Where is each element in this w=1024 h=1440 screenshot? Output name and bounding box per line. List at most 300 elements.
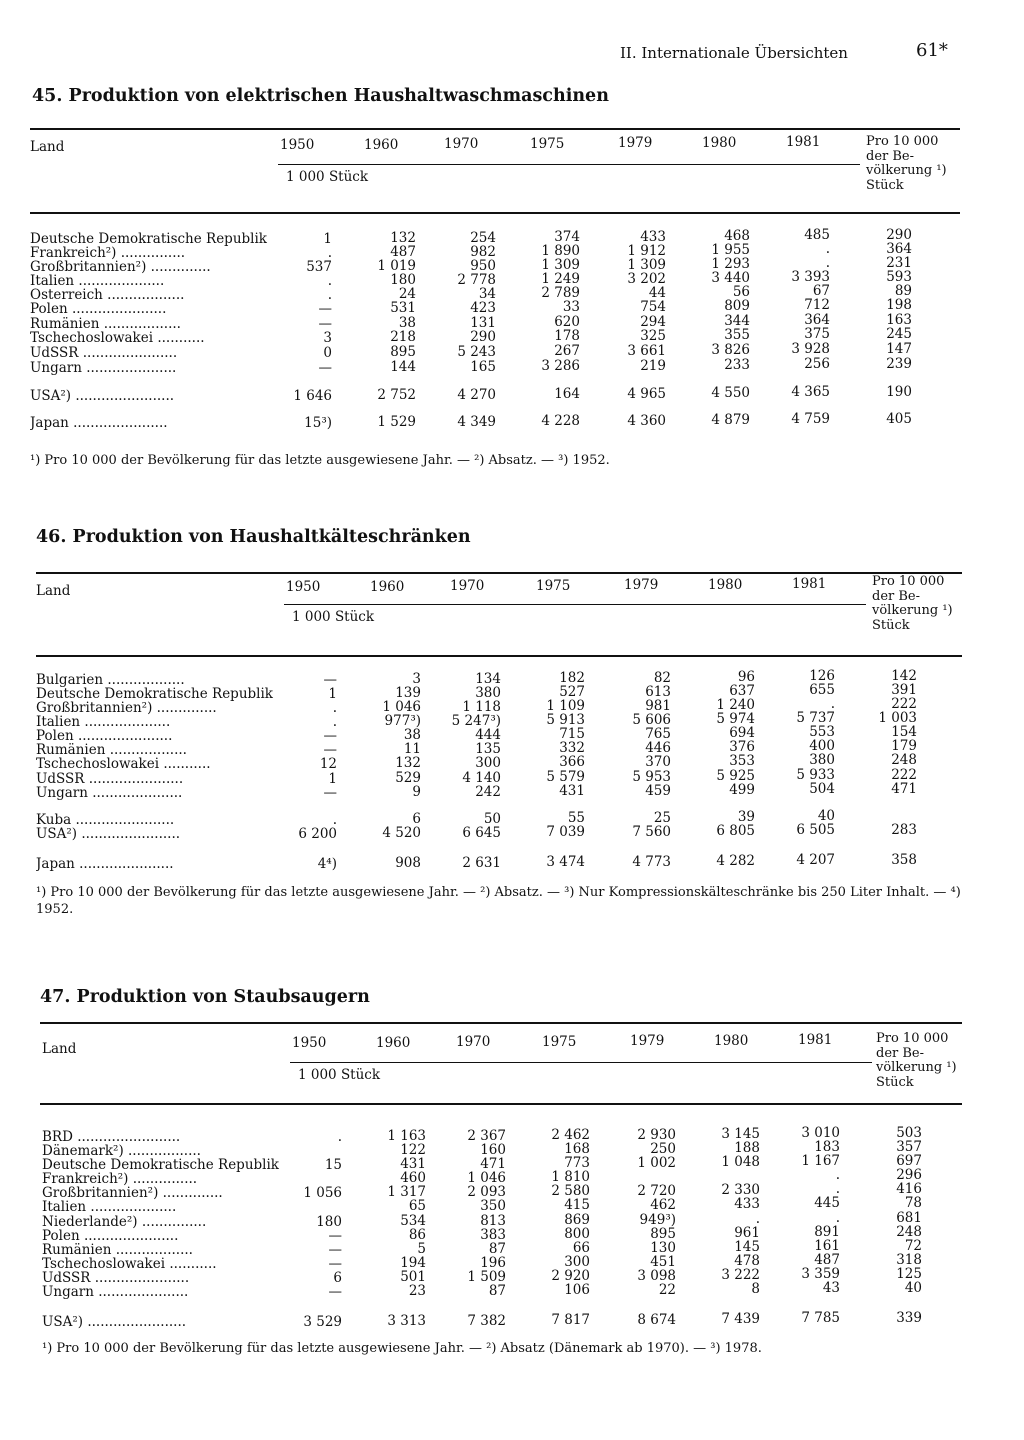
row-country-label: USA²) ....................... — [30, 389, 175, 403]
table-cell-value: 908 — [395, 855, 421, 872]
table-cell-value: 2 367 — [467, 1127, 506, 1144]
table-cell-value: 1 046 — [382, 699, 421, 716]
table-cell-value: 283 — [891, 821, 917, 838]
table-cell-value: 154 — [891, 723, 917, 740]
table-cell-value: 233 — [724, 357, 750, 373]
table-cell-value: 3 661 — [627, 342, 666, 359]
column-header-land: Land — [42, 1041, 77, 1057]
table-cell-value: 7 817 — [551, 1312, 590, 1329]
table-cell-value: . — [332, 812, 337, 828]
table-cell-value: 4 360 — [627, 412, 666, 429]
table-cell-value: 400 — [809, 738, 835, 755]
table-cell-value: . — [332, 714, 337, 730]
table-cell-value: 358 — [891, 851, 917, 868]
table-cell-value: — — [328, 1242, 342, 1258]
table-cell-value: 11 — [403, 741, 421, 758]
header-divider — [278, 164, 860, 165]
table-cell-value: 160 — [480, 1141, 506, 1158]
table-cell-value: 949³) — [639, 1211, 676, 1228]
table-cell-value: 451 — [650, 1253, 676, 1270]
table-cell-value: 339 — [896, 1309, 922, 1326]
table-cell-value: 1 — [328, 771, 337, 787]
unit-label: 1 000 Stück — [298, 1067, 381, 1083]
row-country-label: Rumänien .................. — [30, 317, 181, 331]
table-cell-value: 8 674 — [637, 1311, 676, 1328]
table-cell-value: 468 — [724, 228, 750, 244]
table-cell-value: 4 550 — [711, 385, 750, 401]
table-cell-value: 355 — [724, 327, 750, 343]
table-cell-value: 144 — [390, 359, 416, 376]
table-cell-value: 6 — [333, 1270, 342, 1286]
column-header-year: 1970 — [456, 1034, 491, 1050]
table-cell-value: 433 — [640, 228, 666, 245]
table-cell-value: 1 048 — [721, 1154, 760, 1170]
table-cell-value: 296 — [896, 1166, 922, 1183]
table-cell-value: 471 — [480, 1155, 506, 1172]
table-cell-value: 7 382 — [467, 1312, 506, 1329]
table-cell-value: 5 953 — [632, 768, 671, 785]
column-header-year: 1960 — [364, 136, 399, 153]
table-cell-value: 383 — [480, 1226, 506, 1243]
table-cell-value: 1 912 — [627, 242, 666, 259]
table-cell-value: 1 249 — [541, 271, 580, 288]
table-cell-value: . — [835, 1167, 840, 1184]
table-cell-value: 267 — [554, 343, 580, 360]
table-title: 46. Produktion von Haushaltkälteschränken — [36, 527, 471, 547]
table-cell-value: 4 773 — [632, 853, 671, 870]
row-country-label: Japan ...................... — [36, 857, 174, 871]
row-country-label: UdSSR ...................... — [42, 1271, 190, 1285]
table-cell-value: 813 — [480, 1212, 506, 1229]
table-title: 47. Produktion von Staubsaugern — [40, 987, 370, 1007]
table-cell-value: 7 039 — [546, 824, 585, 841]
table-cell-value: 982 — [470, 243, 496, 260]
row-country-label: Italien .................... — [30, 274, 165, 288]
table-cell-value: 895 — [650, 1225, 676, 1242]
table-cell-value: 33 — [562, 299, 580, 316]
table-cell-value: 2 631 — [462, 854, 501, 871]
row-country-label: Tschechoslowakei ........... — [36, 757, 211, 771]
table-cell-value: . — [332, 700, 337, 716]
table-cell-value: 370 — [645, 753, 671, 770]
per-capita-header-line: völkerung ¹) — [866, 163, 947, 178]
table-cell-value: 4 282 — [716, 853, 755, 869]
table-cell-value: 895 — [390, 344, 416, 361]
row-country-label: Ungarn ..................... — [30, 361, 177, 375]
table-cell-value: 180 — [390, 272, 416, 289]
table-cell-value: 809 — [724, 298, 750, 314]
table-cell-value: 1 118 — [462, 698, 501, 715]
table-cell-value: 1 167 — [801, 1153, 840, 1170]
table-cell-value: 416 — [896, 1180, 922, 1197]
table-cell-value: 34 — [478, 285, 496, 302]
table-cell-value: 222 — [891, 766, 917, 783]
table-cell-value: 25 — [653, 809, 671, 826]
table-cell-value: 462 — [650, 1196, 676, 1213]
table-cell-value: 15³) — [304, 415, 332, 431]
row-country-label: Rumänien .................. — [42, 1243, 193, 1257]
table-cell-value: 24 — [398, 286, 416, 303]
table-cell-value: 380 — [809, 752, 835, 769]
row-country-label: Österreich .................. — [30, 288, 185, 302]
table-cell-value: 39 — [737, 809, 755, 825]
table-cell-value: 3 — [323, 330, 332, 346]
row-country-label: Kuba ....................... — [36, 813, 175, 827]
table-cell-value: 2 920 — [551, 1268, 590, 1285]
table-cell-value: 4 140 — [462, 769, 501, 786]
column-header-year: 1980 — [702, 134, 737, 151]
table-cell-value: 376 — [729, 739, 755, 755]
table-cell-value: 145 — [734, 1239, 760, 1255]
table-cell-value: 198 — [886, 296, 912, 313]
per-capita-header-line: Stück — [872, 617, 910, 633]
table-cell-value: . — [825, 241, 830, 258]
table-cell-value: 433 — [734, 1196, 760, 1212]
table-cell-value: — — [328, 1256, 342, 1272]
page-number: 61* — [916, 40, 948, 61]
table-header-rule — [40, 1103, 962, 1105]
per-capita-header-line: der Be- — [876, 1045, 925, 1061]
table-cell-value: 637 — [729, 683, 755, 699]
table-cell-value: 254 — [470, 229, 496, 246]
table-cell-value: 182 — [559, 670, 585, 687]
table-cell-value: — — [323, 672, 337, 688]
column-header-year: 1980 — [708, 576, 743, 593]
per-capita-header-line: Pro 10 000 — [866, 134, 939, 149]
column-header-year: 1950 — [292, 1035, 327, 1051]
table-header-rule — [30, 212, 960, 214]
table-cell-value: 87 — [488, 1240, 506, 1257]
table-cell-value: — — [328, 1284, 342, 1300]
row-country-label: Frankreich²) ............... — [42, 1172, 198, 1186]
table-cell-value: 773 — [564, 1155, 590, 1172]
table-cell-value: 655 — [809, 682, 835, 699]
table-footnote: ¹) Pro 10 000 der Bevölkerung für das letzte ausgewiesene Jahr. — ²) Absatz. — ³) 1952. — [30, 453, 610, 468]
table-cell-value: 593 — [886, 268, 912, 285]
table-header-rule — [36, 655, 962, 657]
table-cell-value: 5 933 — [796, 767, 835, 784]
table-cell-value: 431 — [400, 1156, 426, 1173]
table-cell-value: 350 — [480, 1197, 506, 1214]
table-cell-value: 1 240 — [716, 697, 755, 713]
row-country-label: Italien .................... — [36, 715, 171, 729]
column-header-year: 1981 — [786, 134, 821, 150]
column-header-year: 1981 — [798, 1032, 833, 1048]
table-cell-value: 142 — [891, 667, 917, 684]
table-cell-value: 2 462 — [551, 1127, 590, 1144]
table-cell-value: 2 330 — [721, 1182, 760, 1198]
table-cell-value: 4 879 — [711, 412, 750, 428]
table-cell-value: 1 002 — [637, 1154, 676, 1171]
table-cell-value: 1 003 — [878, 709, 917, 726]
table-cell-value: 300 — [475, 754, 501, 771]
table-cell-value: 1 — [323, 231, 332, 247]
table-cell-value: 4 759 — [791, 411, 830, 428]
table-cell-value: 132 — [390, 230, 416, 247]
table-cell-value: 131 — [470, 314, 496, 331]
table-cell-value: 40 — [817, 808, 835, 825]
table-cell-value: 869 — [564, 1212, 590, 1229]
table-cell-value: 65 — [408, 1198, 426, 1215]
table-cell-value: 245 — [886, 325, 912, 342]
table-cell-value: 364 — [804, 312, 830, 329]
table-cell-value: 86 — [408, 1227, 426, 1244]
row-country-label: Dänemark²) ................. — [42, 1144, 201, 1158]
table-cell-value: — — [323, 728, 337, 744]
table-cell-value: 8 — [751, 1281, 760, 1297]
table-cell-value: 2 720 — [637, 1182, 676, 1199]
per-capita-header-line: Pro 10 000 — [872, 574, 945, 589]
table-cell-value: 1 293 — [711, 256, 750, 272]
table-cell-value: 537 — [306, 259, 332, 275]
table-cell-value: — — [318, 301, 332, 317]
table-cell-value: 1 163 — [387, 1128, 426, 1145]
table-cell-value: . — [327, 245, 332, 261]
table-cell-value: 4 207 — [796, 852, 835, 869]
table-cell-value: 503 — [896, 1124, 922, 1141]
table-top-rule — [30, 128, 960, 130]
table-cell-value: 415 — [564, 1197, 590, 1214]
table-cell-value: — — [323, 785, 337, 801]
table-cell-value: 300 — [564, 1254, 590, 1271]
table-cell-value: 478 — [734, 1253, 760, 1269]
table-cell-value: 1 309 — [541, 257, 580, 274]
table-cell-value: 147 — [886, 340, 912, 357]
table-cell-value: — — [323, 742, 337, 758]
table-cell-value: 332 — [559, 740, 585, 757]
table-title: 45. Produktion von elektrischen Haushaltwaschmaschinen — [32, 86, 609, 106]
table-cell-value: 294 — [640, 313, 666, 330]
table-cell-value: 423 — [470, 299, 496, 316]
table-cell-value: 6 645 — [462, 824, 501, 841]
table-cell-value: 891 — [814, 1224, 840, 1241]
table-cell-value: . — [825, 255, 830, 272]
table-cell-value: 325 — [640, 327, 666, 344]
table-cell-value: 38 — [403, 727, 421, 744]
table-cell-value: 3 393 — [791, 269, 830, 286]
table-cell-value: 134 — [475, 670, 501, 687]
table-cell-value: 248 — [891, 751, 917, 768]
row-country-label: Deutsche Demokratische Republik — [42, 1158, 279, 1172]
table-cell-value: 0 — [323, 345, 332, 361]
table-cell-value: . — [830, 696, 835, 713]
table-cell-value: 620 — [554, 314, 580, 331]
per-capita-header-line: der Be- — [866, 148, 915, 164]
column-header-year: 1981 — [792, 576, 827, 592]
table-cell-value: 2 778 — [457, 271, 496, 288]
table-cell-value: 344 — [724, 313, 750, 329]
row-country-label: Deutsche Demokratische Republik — [36, 687, 273, 701]
row-country-label: Bulgarien .................. — [36, 673, 185, 687]
table-cell-value: 1 810 — [551, 1169, 590, 1186]
page-header-section: II. Internationale Übersichten — [620, 44, 848, 62]
table-cell-value: 3 474 — [546, 854, 585, 871]
table-cell-value: 290 — [886, 226, 912, 243]
table-cell-value: 366 — [559, 754, 585, 771]
row-country-label: USA²) ....................... — [42, 1315, 187, 1329]
table-cell-value: 179 — [891, 737, 917, 754]
row-country-label: Ungarn ..................... — [42, 1285, 189, 1299]
column-header-year: 1975 — [530, 135, 565, 152]
table-cell-value: 445 — [814, 1195, 840, 1212]
table-cell-value: 2 789 — [541, 285, 580, 302]
table-cell-value: 222 — [891, 695, 917, 712]
unit-label: 1 000 Stück — [292, 609, 375, 625]
table-cell-value: 357 — [896, 1138, 922, 1155]
table-cell-value: 5 — [417, 1241, 426, 1258]
row-country-label: Japan ...................... — [30, 416, 168, 430]
table-cell-value: . — [835, 1181, 840, 1198]
table-cell-value: — — [328, 1228, 342, 1244]
table-cell-value: 3 359 — [801, 1266, 840, 1283]
column-header-year: 1970 — [450, 578, 485, 594]
table-cell-value: 196 — [480, 1254, 506, 1271]
table-cell-value: . — [327, 273, 332, 289]
table-cell-value: 290 — [470, 328, 496, 345]
table-cell-value: 231 — [886, 254, 912, 271]
header-divider — [284, 604, 866, 605]
table-cell-value: 180 — [316, 1214, 342, 1230]
column-header-year: 1970 — [444, 136, 479, 152]
table-cell-value: 194 — [400, 1255, 426, 1272]
table-cell-value: 7 439 — [721, 1311, 760, 1327]
table-cell-value: 487 — [814, 1252, 840, 1269]
column-header-year: 1960 — [370, 578, 405, 595]
table-cell-value: 6 — [412, 811, 421, 828]
table-cell-value: . — [835, 1210, 840, 1227]
table-cell-value: 9 — [412, 784, 421, 801]
per-capita-header-line: völkerung ¹) — [876, 1060, 957, 1075]
table-cell-value: 374 — [554, 229, 580, 246]
table-cell-value: 178 — [554, 328, 580, 345]
table-cell-value: 3 098 — [637, 1267, 676, 1284]
table-cell-value: — — [318, 360, 332, 376]
table-cell-value: 248 — [896, 1223, 922, 1240]
table-cell-value: 218 — [390, 329, 416, 346]
table-cell-value: 23 — [408, 1283, 426, 1300]
table-cell-value: 553 — [809, 724, 835, 741]
per-capita-header-line: völkerung ¹) — [872, 603, 953, 618]
table-cell-value: 380 — [475, 684, 501, 701]
row-country-label: Polen ...................... — [36, 729, 173, 743]
table-cell-value: 1 890 — [541, 243, 580, 260]
table-cell-value: 44 — [648, 284, 666, 301]
table-footnote: ¹) Pro 10 000 der Bevölkerung für das letzte ausgewiesene Jahr. — ²) Absatz. — ³) Nur Kompressionskälteschränke bis 250 Liter Inhalt. — ⁴) 1952. — [36, 885, 961, 917]
table-cell-value: 6 200 — [298, 826, 337, 842]
table-cell-value: 242 — [475, 783, 501, 800]
per-capita-header-line: Stück — [876, 1074, 914, 1090]
table-cell-value: 353 — [729, 753, 755, 769]
table-cell-value: 318 — [896, 1251, 922, 1268]
table-cell-value: 3 313 — [387, 1313, 426, 1330]
table-cell-value: 3 222 — [721, 1267, 760, 1283]
per-capita-header-line: Pro 10 000 — [876, 1031, 949, 1046]
table-cell-value: 87 — [488, 1282, 506, 1299]
row-country-label: Rumänien .................. — [36, 743, 187, 757]
table-cell-value: 754 — [640, 298, 666, 315]
table-cell-value: 96 — [737, 669, 755, 685]
table-cell-value: 1 509 — [467, 1268, 506, 1285]
column-header-year: 1950 — [280, 137, 315, 153]
table-cell-value: . — [327, 287, 332, 303]
table-cell-value: 3 — [412, 671, 421, 688]
column-header-year: 1975 — [536, 577, 571, 594]
table-cell-value: 3 928 — [791, 341, 830, 358]
column-header-year: 1979 — [624, 577, 659, 593]
table-cell-value: 1 646 — [293, 388, 332, 404]
table-cell-value: 130 — [650, 1239, 676, 1256]
row-country-label: BRD ........................ — [42, 1130, 181, 1144]
table-cell-value: 3 826 — [711, 342, 750, 358]
table-cell-value: 165 — [470, 358, 496, 375]
table-cell-value: 3 145 — [721, 1126, 760, 1142]
table-cell-value: 89 — [894, 282, 912, 299]
column-header-land: Land — [36, 583, 71, 599]
table-cell-value: 1 309 — [627, 256, 666, 273]
table-cell-value: . — [755, 1211, 760, 1227]
row-country-label: Deutsche Demokratische Republik — [30, 232, 267, 246]
table-cell-value: 3 010 — [801, 1125, 840, 1142]
table-cell-value: 961 — [734, 1225, 760, 1241]
table-cell-value: 3 202 — [627, 270, 666, 287]
column-header-year: 1980 — [714, 1032, 749, 1049]
column-header-year: 1975 — [542, 1033, 577, 1050]
row-country-label: Großbritannien²) .............. — [36, 701, 217, 715]
table-cell-value: 188 — [734, 1140, 760, 1156]
table-cell-value: 3 440 — [711, 270, 750, 286]
table-cell-value: 5 606 — [632, 711, 671, 728]
table-cell-value: 168 — [564, 1141, 590, 1158]
row-country-label: Polen ...................... — [30, 302, 167, 316]
table-cell-value: 375 — [804, 326, 830, 343]
table-cell-value: 2 930 — [637, 1126, 676, 1143]
table-cell-value: 2 752 — [377, 387, 416, 404]
table-cell-value: 471 — [891, 780, 917, 797]
table-cell-value: 531 — [390, 300, 416, 317]
per-capita-header-line: Stück — [866, 177, 904, 193]
column-header-year: 1960 — [376, 1034, 411, 1051]
table-cell-value: 106 — [564, 1282, 590, 1299]
table-cell-value: 5 579 — [546, 769, 585, 786]
table-cell-value: 391 — [891, 681, 917, 698]
table-cell-value: 55 — [567, 810, 585, 827]
table-cell-value: 2 093 — [467, 1183, 506, 1200]
table-cell-value: 694 — [729, 725, 755, 741]
table-cell-value: 183 — [814, 1139, 840, 1156]
table-footnote: ¹) Pro 10 000 der Bevölkerung für das letzte ausgewiesene Jahr. — ²) Absatz (Dänemark ab 1970). — ³) 1978. — [42, 1341, 762, 1356]
table-cell-value: 122 — [400, 1142, 426, 1159]
table-cell-value: 431 — [559, 783, 585, 800]
table-cell-value: 527 — [559, 684, 585, 701]
table-cell-value: 1 317 — [387, 1184, 426, 1201]
table-cell-value: 50 — [483, 810, 501, 827]
table-cell-value: 459 — [645, 782, 671, 799]
table-cell-value: 12 — [319, 756, 337, 772]
table-cell-value: 712 — [804, 297, 830, 314]
table-cell-value: 504 — [809, 781, 835, 798]
table-cell-value: 5 925 — [716, 768, 755, 784]
table-cell-value: 715 — [559, 726, 585, 743]
table-cell-value: 15 — [324, 1157, 342, 1173]
table-cell-value: 697 — [896, 1152, 922, 1169]
table-cell-value: 501 — [400, 1269, 426, 1286]
column-header-year: 1979 — [618, 135, 653, 151]
table-cell-value: 164 — [554, 386, 580, 403]
table-cell-value: — — [318, 316, 332, 332]
table-cell-value: 681 — [896, 1209, 922, 1226]
table-top-rule — [36, 572, 962, 574]
table-cell-value: 66 — [572, 1240, 590, 1257]
